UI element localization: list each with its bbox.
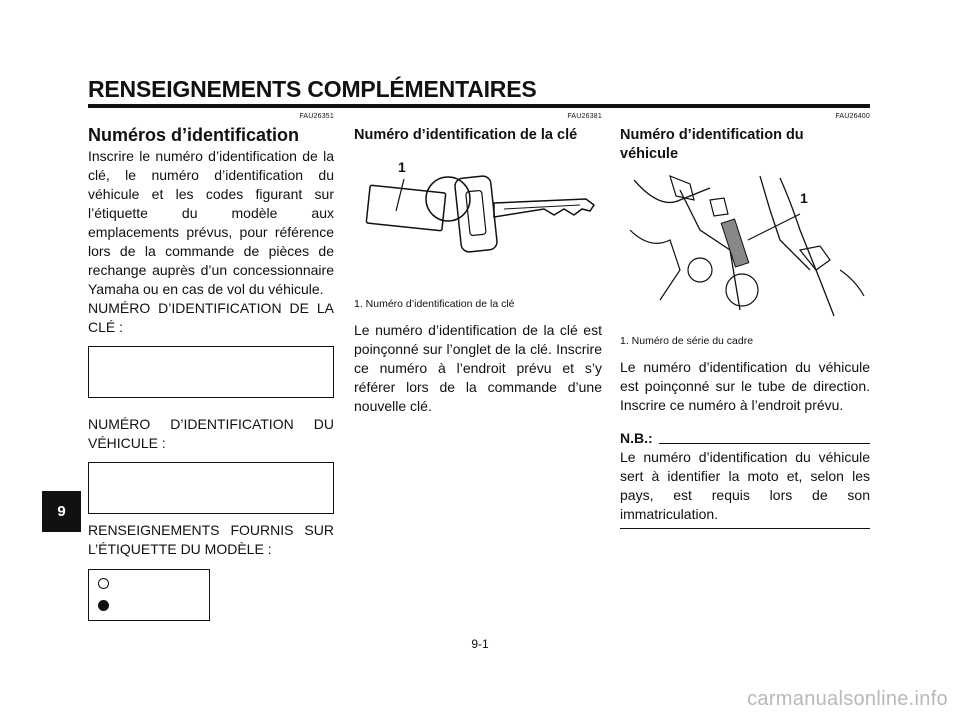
figure-caption: 1. Numéro d’identification de la clé	[354, 298, 515, 310]
callout-number: 1	[800, 190, 808, 206]
model-label: RENSEIGNEMENTS FOURNIS SUR L’ÉTIQUETTE DU MODÈLE :	[88, 522, 334, 557]
section-body: Inscrire le numéro d’identification de la clé, le numéro d’identification du véhicule et les codes figurant sur l’étiquette du modèle aux emplacements prévus, pour référence lors de la commande de pièces de rechange auprès d’un concessionnaire Yamaha ou en cas de vol du véhicule.	[88, 148, 334, 297]
key-id-label: NUMÉRO D’IDENTIFICATION DE LA CLÉ :	[88, 300, 334, 335]
watermark: carmanualsonline.info	[747, 688, 948, 710]
figure-caption: 1. Numéro de série du cadre	[620, 335, 754, 347]
key-id-field-box	[88, 346, 334, 398]
note-rule	[659, 443, 870, 444]
section-title: Numéro d’identification de la clé	[354, 127, 578, 143]
note-label: N.B.:	[620, 430, 653, 446]
vehicle-id-field-box	[88, 462, 334, 514]
column-identification-numbers	[88, 112, 334, 621]
note-bottom-rule	[620, 528, 870, 529]
page-number: 9-1	[471, 637, 489, 651]
page-title: RENSEIGNEMENTS COMPLÉMENTAIRES	[88, 76, 537, 102]
model-label-box	[88, 569, 210, 621]
note-header	[620, 429, 870, 448]
section-body: Le numéro d’identification du véhicule est poinçonné sur le tube de direction. Inscrire ce numéro à l’endroit prévu.	[620, 359, 870, 413]
title-rule	[88, 104, 870, 108]
note-body: Le numéro d’identification du véhicule sert à identifier la moto et, selon les pays, est requis lors de son immatriculation.	[620, 449, 870, 522]
section-title: Numéro d’identification du véhicule	[620, 127, 804, 162]
section-title: Numéros d’identification	[88, 125, 300, 145]
callout-number: 1	[398, 159, 406, 175]
vehicle-id-label: NUMÉRO D’IDENTIFICATION DU VÉHICULE :	[88, 416, 334, 451]
column-key-id	[354, 112, 602, 416]
section-code: FAU26351	[299, 113, 334, 120]
key-illustration	[354, 149, 602, 277]
filled-circle-icon	[98, 600, 109, 611]
frame-illustration	[620, 170, 870, 320]
key-drawing-icon	[354, 149, 602, 277]
column-vehicle-id	[620, 112, 870, 529]
open-circle-icon	[98, 578, 109, 589]
section-code: FAU26381	[567, 113, 602, 120]
section-code: FAU26400	[835, 113, 870, 120]
steering-head-drawing-icon	[620, 170, 870, 320]
chapter-tab: 9	[42, 491, 81, 532]
section-body: Le numéro d’identification de la clé est poinçonné sur l’onglet de la clé. Inscrire ce numéro à l’endroit prévu et s’y référer lors de la commande d’une nouvelle clé.	[354, 322, 602, 414]
